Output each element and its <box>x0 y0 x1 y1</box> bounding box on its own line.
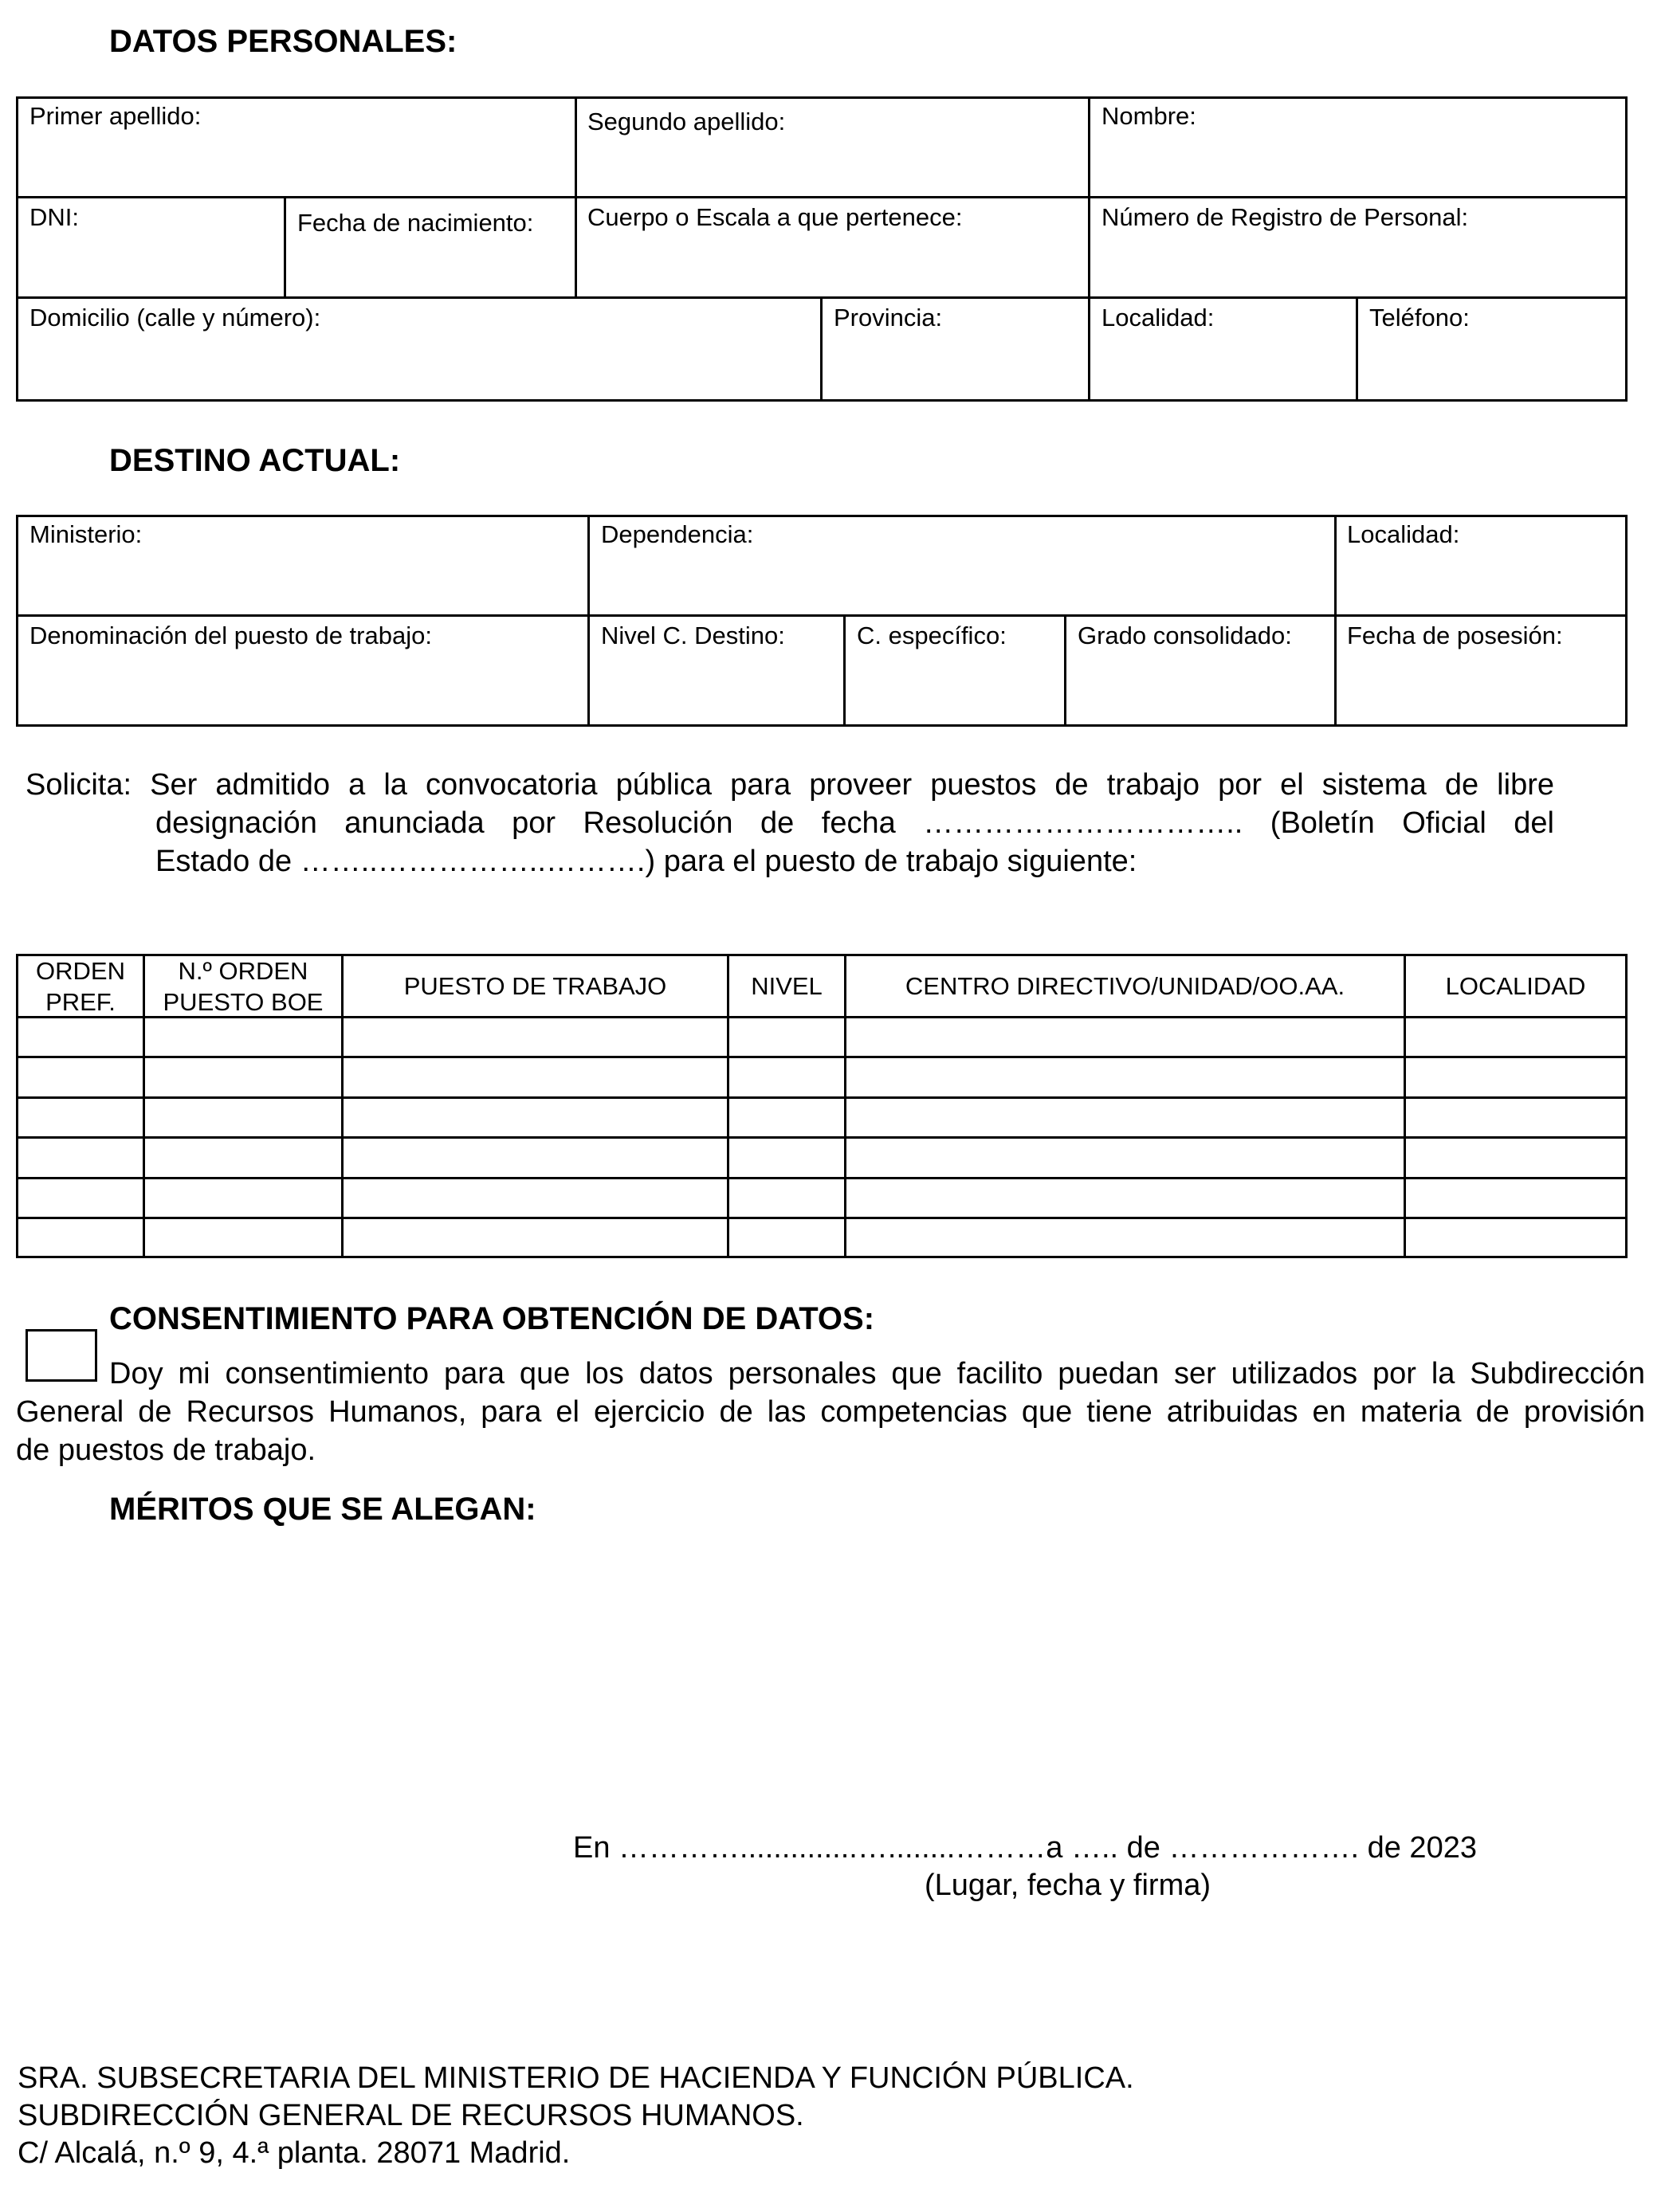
divider <box>284 196 286 298</box>
destinatario-line: SRA. SUBSECRETARIA DEL MINISTERIO DE HACIENDA Y FUNCIÓN PÚBLICA. <box>18 2061 1134 2095</box>
table-row <box>16 1177 1628 1179</box>
table-row <box>16 1136 1628 1139</box>
destinatario-line: SUBDIRECCIÓN GENERAL DE RECURSOS HUMANOS. <box>18 2099 804 2132</box>
telefono-field[interactable]: Teléfono: <box>1369 304 1470 331</box>
datos-personales-title: DATOS PERSONALES: <box>109 24 457 59</box>
localidad-destino-field[interactable]: Localidad: <box>1347 520 1460 548</box>
consentimiento-title: CONSENTIMIENTO PARA OBTENCIÓN DE DATOS: <box>109 1301 875 1336</box>
solicita-line: designación anunciada por Resolución de fecha ………………………….. (Boletín Oficial del <box>155 806 1554 840</box>
nombre-field[interactable]: Nombre: <box>1101 102 1196 130</box>
dni-field[interactable]: DNI: <box>29 203 79 231</box>
destino-actual-title: DESTINO ACTUAL: <box>109 443 401 478</box>
divider <box>1088 96 1090 402</box>
nivel-cd-field[interactable]: Nivel C. Destino: <box>601 622 785 649</box>
header-localidad: LOCALIDAD <box>1445 972 1586 1000</box>
provincia-field[interactable]: Provincia: <box>834 304 943 331</box>
grado-field[interactable]: Grado consolidado: <box>1078 622 1292 649</box>
cuerpo-escala-field[interactable]: Cuerpo o Escala a que pertenece: <box>587 203 963 231</box>
divider <box>16 196 1628 198</box>
nrp-field[interactable]: Número de Registro de Personal: <box>1101 203 1469 231</box>
destinatario-line: C/ Alcalá, n.º 9, 4.ª planta. 28071 Madrid. <box>18 2136 571 2170</box>
header-orden-boe <box>145 956 341 1016</box>
meritos-title: MÉRITOS QUE SE ALEGAN: <box>109 1492 536 1527</box>
header-centro: CENTRO DIRECTIVO/UNIDAD/OO.AA. <box>905 972 1345 1000</box>
fecha-posesion-field[interactable]: Fecha de posesión: <box>1347 622 1563 649</box>
header-orden-boe-l2: PUESTO BOE <box>163 987 324 1016</box>
solicita-line: Estado de ……..……………..……….) para el puesto de trabajo siguiente: <box>155 845 1137 878</box>
ministerio-field[interactable]: Ministerio: <box>29 520 143 548</box>
divider <box>587 515 590 727</box>
divider <box>1064 614 1066 727</box>
consentimiento-line: General de Recursos Humanos, para el ejercicio de las competencias que tiene atribuidas en materia de provisión <box>16 1395 1645 1429</box>
header-orden-boe-l1: N.º ORDEN <box>178 956 308 985</box>
divider <box>1356 296 1358 402</box>
divider <box>1334 515 1337 727</box>
consentimiento-line: de puestos de trabajo. <box>16 1433 316 1467</box>
header-orden-pref-l1: ORDEN <box>36 956 125 985</box>
solicita-line: Solicita: Ser admitido a la convocatoria pública para proveer puestos de trabajo por el sistema de libre <box>26 768 1554 802</box>
divider <box>820 296 823 402</box>
firma-caption: (Lugar, fecha y firma) <box>925 1869 1211 1902</box>
segundo-apellido-field[interactable]: Segundo apellido: <box>587 108 786 135</box>
denominacion-field[interactable]: Denominación del puesto de trabajo: <box>29 622 432 649</box>
header-orden-pref <box>18 956 143 1016</box>
primer-apellido-field[interactable]: Primer apellido: <box>29 102 202 130</box>
meritos-area[interactable] <box>16 1538 1628 1801</box>
table-row <box>16 1217 1628 1219</box>
table-row <box>16 1056 1628 1058</box>
header-puesto: PUESTO DE TRABAJO <box>403 972 667 1000</box>
table-row <box>16 1096 1628 1099</box>
consentimiento-line: Doy mi consentimiento para que los datos personales que facilito puedan ser utilizados por la Subdirección <box>109 1357 1645 1390</box>
divider <box>575 96 577 298</box>
consentimiento-checkbox[interactable] <box>26 1329 97 1382</box>
domicilio-field[interactable]: Domicilio (calle y número): <box>29 304 321 331</box>
dependencia-field[interactable]: Dependencia: <box>601 520 754 548</box>
header-nivel: NIVEL <box>751 972 823 1000</box>
divider <box>16 614 1628 617</box>
c-especifico-field[interactable]: C. específico: <box>857 622 1007 649</box>
firma-line: En …………..............…........………a ….. de ………………. de 2023 <box>573 1831 1477 1865</box>
divider <box>843 614 846 727</box>
fecha-nacimiento-field[interactable]: Fecha de nacimiento: <box>297 209 534 237</box>
localidad-field[interactable]: Localidad: <box>1101 304 1215 331</box>
header-orden-pref-l2: PREF. <box>45 987 116 1016</box>
